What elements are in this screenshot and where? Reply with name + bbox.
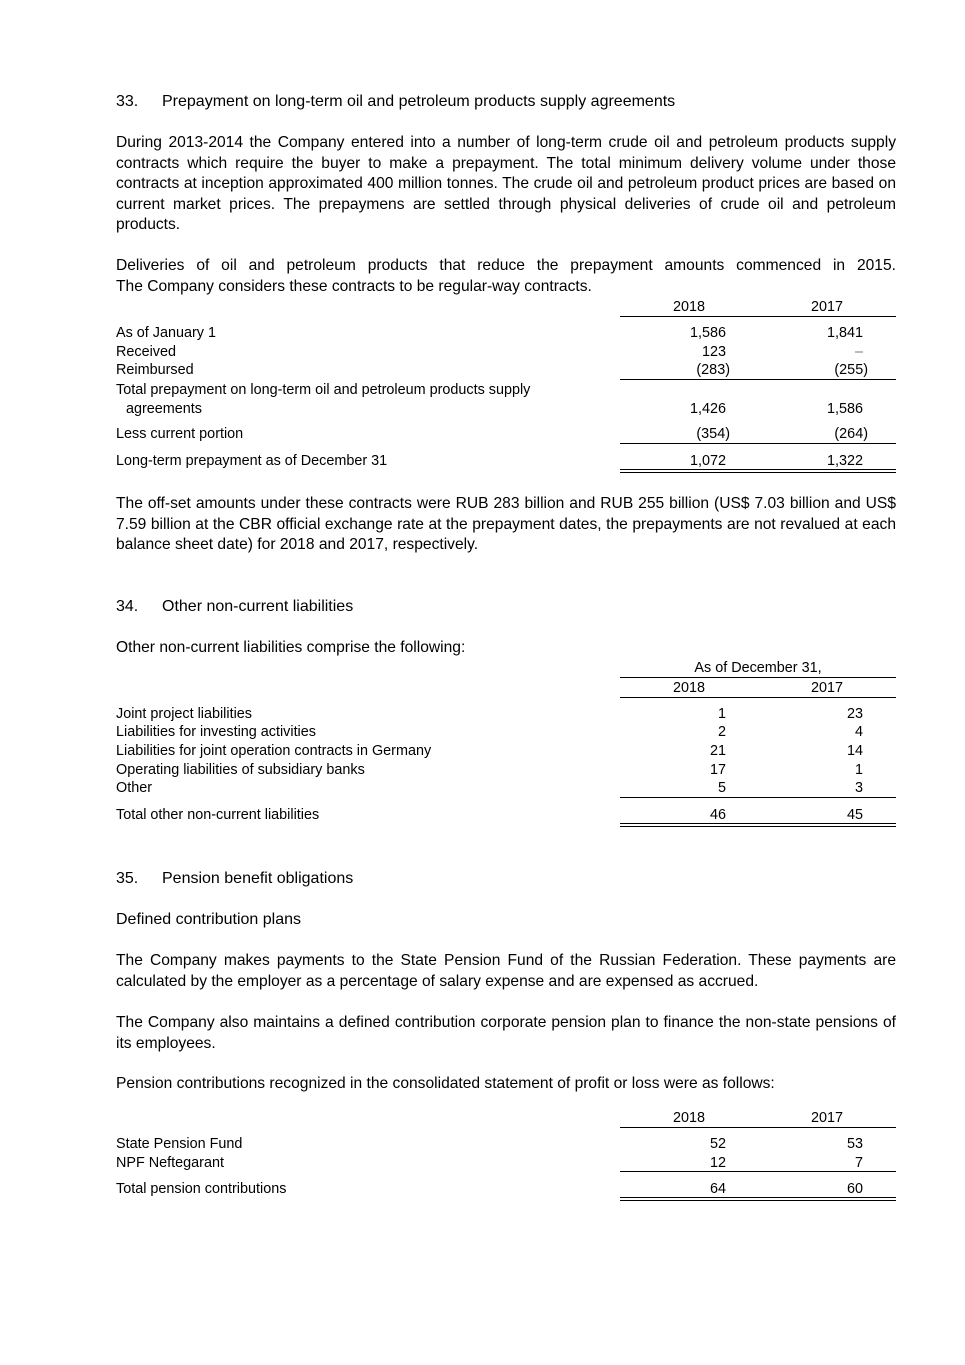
s35-col-header-2018: 2018 bbox=[672, 1110, 705, 1126]
row-value-2017: 23 bbox=[846, 706, 863, 722]
row-value-2018: 1 bbox=[717, 706, 726, 722]
row-value-2018: 64 bbox=[709, 1181, 726, 1197]
section-title: Pension benefit obligations bbox=[162, 870, 354, 887]
row-value-2018: 123 bbox=[701, 344, 726, 360]
row-value-2017: 7 bbox=[854, 1155, 863, 1171]
s33-paragraph-1: During 2013-2014 the Company entered into a number of long-term crude oil and petroleum products supply contracts which require the buyer to make a prepayment. The total minimum delivery volume under those contracts at inception approximated 400 million tonnes. The crude oil and petroleum product prices are based on current market prices. The prepaymens are settled through physical deliveries of crude oil and petroleum products. bbox=[116, 134, 896, 234]
s35-paragraph-2: The Company also maintains a defined contribution corporate pension plan to finance the non-state pensions of its employees. bbox=[116, 1014, 896, 1052]
row-value-2017: 45 bbox=[846, 807, 863, 823]
row-value-2017: (264) bbox=[834, 426, 868, 442]
row-label: Received bbox=[116, 344, 176, 360]
row-label: As of January 1 bbox=[116, 325, 216, 341]
row-value-2018: 12 bbox=[709, 1155, 726, 1171]
row-label-continued: agreements bbox=[126, 401, 202, 417]
section-35-heading bbox=[116, 870, 353, 888]
row-value-2018: 17 bbox=[709, 762, 726, 778]
row-label: Long-term prepayment as of December 31 bbox=[116, 453, 388, 469]
row-value-2017: 53 bbox=[846, 1136, 863, 1152]
s33-paragraph-3: The off-set amounts under these contracts were RUB 283 billion and RUB 255 billion (US$ 7.03 billion and US$ 7.59 billion at the CBR official exchange rate at the prepayment dates, the prepayments are not revalued at each balance sheet date) for 2018 and 2017, respectively. bbox=[116, 495, 896, 554]
row-value-2018: 2 bbox=[717, 724, 726, 740]
row-value-2017: – bbox=[854, 344, 863, 360]
s35-total-double-rule bbox=[620, 1197, 896, 1201]
section-34-heading bbox=[116, 598, 353, 616]
row-value-2018: 52 bbox=[709, 1136, 726, 1152]
s34-col-header-2017: 2017 bbox=[810, 680, 843, 696]
row-value-2017: 3 bbox=[854, 780, 863, 796]
row-label: NPF Neftegarant bbox=[116, 1155, 224, 1171]
s34-total-double-rule bbox=[620, 823, 896, 827]
row-label: Reimbursed bbox=[116, 362, 194, 378]
section-title: Other non-current liabilities bbox=[162, 598, 354, 615]
row-label: Total other non-current liabilities bbox=[116, 807, 320, 823]
row-value-2018: 1,426 bbox=[689, 401, 726, 417]
s34-group-header: As of December 31, bbox=[694, 660, 822, 676]
s34-intro: Other non-current liabilities comprise the following: bbox=[116, 639, 466, 656]
s35-subtitle: Defined contribution plans bbox=[116, 911, 302, 928]
section-number: 35. bbox=[116, 870, 139, 887]
s33-col-header-2018: 2018 bbox=[672, 299, 705, 315]
row-label: Other bbox=[116, 780, 152, 796]
row-label: Joint project liabilities bbox=[116, 706, 252, 722]
s33-total-double-rule bbox=[620, 469, 896, 473]
s33-paragraph-2b: The Company considers these contracts to be regular-way contracts. bbox=[116, 278, 592, 295]
section-title: Prepayment on long-term oil and petroleum products supply agreements bbox=[162, 93, 676, 110]
s35-header-rule bbox=[620, 1127, 896, 1128]
s33-paragraph-2a: Deliveries of oil and petroleum products that reduce the prepayment amounts commenced in 2015. bbox=[116, 257, 896, 274]
row-label: Operating liabilities of subsidiary banks bbox=[116, 762, 365, 778]
row-value-2017: (255) bbox=[834, 362, 868, 378]
row-value-2017: 1 bbox=[854, 762, 863, 778]
row-label: Total pension contributions bbox=[116, 1181, 287, 1197]
section-33-heading bbox=[116, 93, 675, 111]
row-value-2017: 1,586 bbox=[826, 401, 863, 417]
s33-header-rule bbox=[620, 316, 896, 317]
s34-col-header-2018: 2018 bbox=[672, 680, 705, 696]
row-label: Less current portion bbox=[116, 426, 244, 442]
row-value-2018: (354) bbox=[696, 426, 730, 442]
row-value-2018: (283) bbox=[696, 362, 730, 378]
s34-group-rule bbox=[620, 677, 896, 678]
s35-paragraph-3: Pension contributions recognized in the consolidated statement of profit or loss were as follows: bbox=[116, 1075, 775, 1092]
row-value-2017: 60 bbox=[846, 1181, 863, 1197]
s34-subtotal-rule bbox=[620, 797, 896, 798]
row-value-2018: 1,586 bbox=[689, 325, 726, 341]
row-value-2018: 5 bbox=[717, 780, 726, 796]
row-label: Total prepayment on long-term oil and petroleum products supply bbox=[116, 382, 531, 398]
section-number: 33. bbox=[116, 93, 139, 110]
row-value-2018: 1,072 bbox=[689, 453, 726, 469]
section-number: 34. bbox=[116, 598, 139, 615]
row-value-2017: 14 bbox=[846, 743, 863, 759]
s35-col-header-2017: 2017 bbox=[810, 1110, 843, 1126]
s35-subtotal-rule bbox=[620, 1171, 896, 1172]
row-label: Liabilities for joint operation contracts in Germany bbox=[116, 743, 432, 759]
row-value-2018: 46 bbox=[709, 807, 726, 823]
s35-paragraph-1: The Company makes payments to the State Pension Fund of the Russian Federation. These payments are calculated by the employer as a percentage of salary expense and are expensed as accrued. bbox=[116, 952, 896, 990]
row-value-2017: 4 bbox=[854, 724, 863, 740]
row-value-2017: 1,841 bbox=[826, 325, 863, 341]
s33-subtotal-rule bbox=[620, 443, 896, 444]
row-label: Liabilities for investing activities bbox=[116, 724, 316, 740]
s34-header-rule bbox=[620, 697, 896, 698]
row-value-2017: 1,322 bbox=[826, 453, 863, 469]
row-label: State Pension Fund bbox=[116, 1136, 243, 1152]
s33-subtotal-rule bbox=[620, 379, 896, 380]
s33-col-header-2017: 2017 bbox=[810, 299, 843, 315]
row-value-2018: 21 bbox=[709, 743, 726, 759]
